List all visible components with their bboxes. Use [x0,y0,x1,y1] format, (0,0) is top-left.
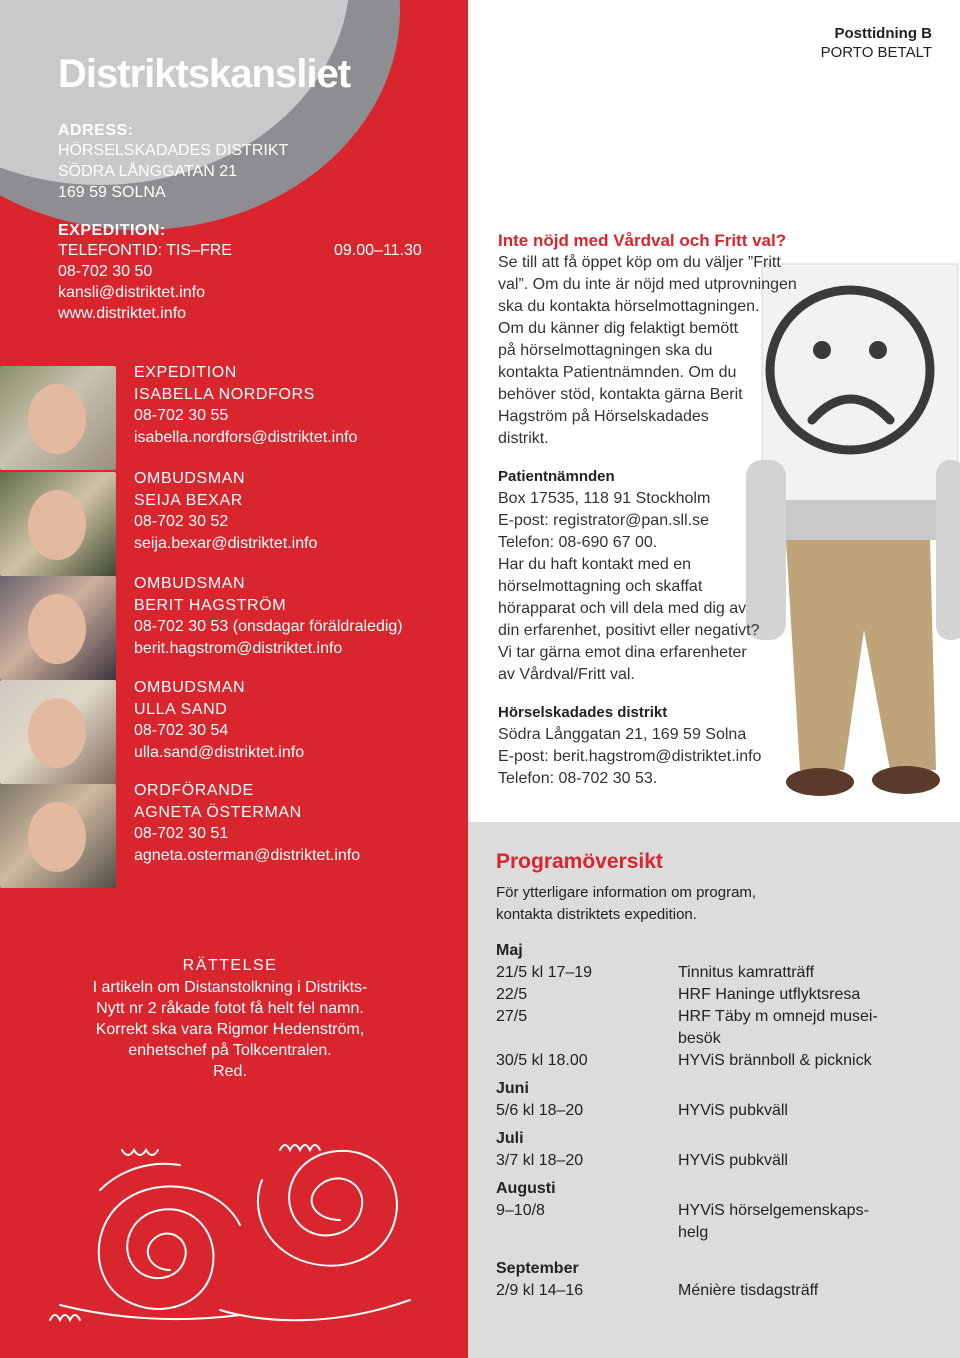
page-title: Distriktskansliet [58,52,351,96]
expedition-label: EXPEDITION: [58,222,166,239]
event-desc: HYViS hörselgemenskaps-helg [678,1202,869,1241]
person-email-link[interactable]: ulla.sand@distriktet.info [134,743,305,761]
patient-line: Vi tar gärna emot dina erfarenheter [498,644,747,661]
hours-row [58,240,438,261]
schedule-row [496,962,936,984]
expedition-web-link[interactable]: www.distriktet.info [58,305,187,322]
article-line: på hörselmottagningen ska du [498,342,713,359]
hours-time: 09.00–11.30 [334,242,422,259]
article-line: val”. Om du inte är nöjd med utprovningen [498,276,797,293]
event-date: 3/7 kl 18–20 [496,1152,584,1169]
postage-box [821,24,932,62]
month-heading: Juli [496,1130,524,1147]
person-name: ISABELLA NORDFORS [134,385,315,403]
person-email-link[interactable]: agneta.osterman@distriktet.info [134,846,361,864]
program-schedule [496,934,936,1302]
correction-notice [0,955,460,1082]
correction-line: enhetschef på Tolkcentralen. [128,1042,332,1059]
person-role: ORDFÖRANDE [134,782,254,799]
program-intro-line: För ytterligare information om program, [496,884,757,901]
article-line: kontakta Patientnämnden. Om du [498,364,737,381]
person-berit [134,573,403,659]
article-line: behöver stöd, kontakta gärna Berit [498,386,743,403]
schedule-row [496,1150,936,1172]
address-line: SÖDRA LÅNGGATAN 21 [58,163,238,180]
person-role: OMBUDSMAN [134,679,246,696]
person-phone: 08-702 30 55 [134,407,229,424]
article-line: Om du känner dig felaktigt bemött [498,320,739,337]
schedule-row [496,1100,936,1122]
month-heading: Juni [496,1080,529,1097]
article-line: Hagström på Hörselskadades [498,408,709,425]
event-date: 30/5 kl 18.00 [496,1052,588,1069]
district-line: Telefon: 08-702 30 53. [498,770,658,787]
district-heading: Hörselskadades distrikt [498,704,668,721]
person-email-link[interactable]: seija.bexar@distriktet.info [134,534,318,552]
schedule-row [496,1280,936,1302]
event-desc: Tinnitus kamratträff [678,964,815,981]
event-date: 2/9 kl 14–16 [496,1282,584,1299]
program-intro [496,882,756,926]
program-intro-line: kontakta distriktets expedition. [496,906,697,923]
event-desc: HRF Haninge utflyktsresa [678,986,861,1003]
event-desc: HYViS brännboll & picknick [678,1052,872,1069]
person-email-link[interactable]: berit.hagstrom@distriktet.info [134,639,343,657]
expedition-phone: 08-702 30 50 [58,263,153,280]
event-desc: HRF Täby m omnejd musei-besök [678,1008,878,1047]
event-date: 5/6 kl 18–20 [496,1102,584,1119]
person-photo-ulla [0,680,116,784]
postage-line-2: PORTO BETALT [820,44,932,61]
article-line: ska du kontakta hörselmottagningen. [498,298,760,315]
patient-line: Har du haft kontakt med en [498,556,691,573]
patient-section [498,466,828,686]
schedule-row [496,1006,936,1050]
patient-heading: Patientnämnden [498,468,615,485]
person-phone: 08-702 30 53 (onsdagar föräldraledig) [134,618,403,635]
hours-label: TELEFONTID: TIS–FRE [58,242,232,259]
person-ulla [134,677,304,763]
article-line: Se till att få öppet köp om du väljer ”Fritt [498,254,781,271]
patient-line: Box 17535, 118 91 Stockholm [498,490,711,507]
person-name: SEIJA BEXAR [134,491,243,509]
program-title: Programöversikt [496,850,663,873]
person-name: AGNETA ÖSTERMAN [134,803,302,821]
correction-line: Nytt nr 2 råkade fotot få helt fel namn. [96,1000,364,1017]
correction-line: Korrekt ska vara Rigmor Hedenström, [95,1021,365,1038]
event-desc: HYViS pubkväll [678,1102,788,1119]
schedule-row [496,1050,936,1072]
correction-line: I artikeln om Distanstolkning i Distrikts- [92,979,368,996]
person-name: ULLA SAND [134,700,228,718]
person-phone: 08-702 30 54 [134,722,229,739]
article-line: distrikt. [498,430,549,447]
person-phone: 08-702 30 52 [134,513,229,530]
person-email-link[interactable]: isabella.nordfors@distriktet.info [134,428,358,446]
article [498,230,828,450]
person-agneta [134,780,360,866]
address-line: HÖRSELSKADADES DISTRIKT [58,142,289,159]
patient-line: hörapparat och vill dela med dig av [498,600,747,617]
snail-illustration [40,1110,440,1350]
person-role: OMBUDSMAN [134,575,246,592]
month-heading: Augusti [496,1180,556,1197]
correction-title: RÄTTELSE [182,957,278,974]
person-photo-berit [0,576,116,680]
event-date: 22/5 [496,986,528,1003]
event-date: 9–10/8 [496,1202,545,1219]
person-photo-isabella [0,366,116,470]
person-isabella [134,362,357,448]
person-photo-seija [0,472,116,576]
event-desc: HYViS pubkväll [678,1152,788,1169]
address-label: ADRESS: [58,122,134,139]
person-role: EXPEDITION [134,364,237,381]
patient-line: av Vårdval/Fritt val. [498,666,635,683]
expedition-email-link[interactable]: kansli@distriktet.info [58,284,205,301]
person-photo-agneta [0,784,116,888]
district-line: E-post: berit.hagstrom@distriktet.info [498,748,762,765]
person-seija [134,468,317,554]
event-desc: Ménière tisdagsträff [678,1282,819,1299]
patient-line: E-post: registrator@pan.sll.se [498,512,709,529]
person-phone: 08-702 30 51 [134,825,229,842]
person-name: BERIT HAGSTRÖM [134,596,287,614]
patient-line: hörselmottagning och skaffat [498,578,703,595]
address-line: 169 59 SOLNA [58,184,166,201]
correction-line: Red. [213,1063,247,1080]
expedition-block [58,222,438,324]
district-line: Södra Långgatan 21, 169 59 Solna [498,726,747,743]
schedule-row [496,1200,936,1244]
postage-line-1: Posttidning B [834,25,932,42]
month-heading: Maj [496,942,523,959]
patient-line: din erfarenhet, positivt eller negativt? [498,622,760,639]
left-panel [0,0,468,1358]
event-date: 27/5 [496,1008,528,1025]
address-block [58,122,288,203]
month-heading: September [496,1260,579,1277]
patient-line: Telefon: 08-690 67 00. [498,534,658,551]
schedule-row [496,984,936,1006]
article-heading: Inte nöjd med Vårdval och Fritt val? [498,231,787,250]
event-date: 21/5 kl 17–19 [496,964,593,981]
person-role: OMBUDSMAN [134,470,246,487]
district-section [498,702,828,790]
